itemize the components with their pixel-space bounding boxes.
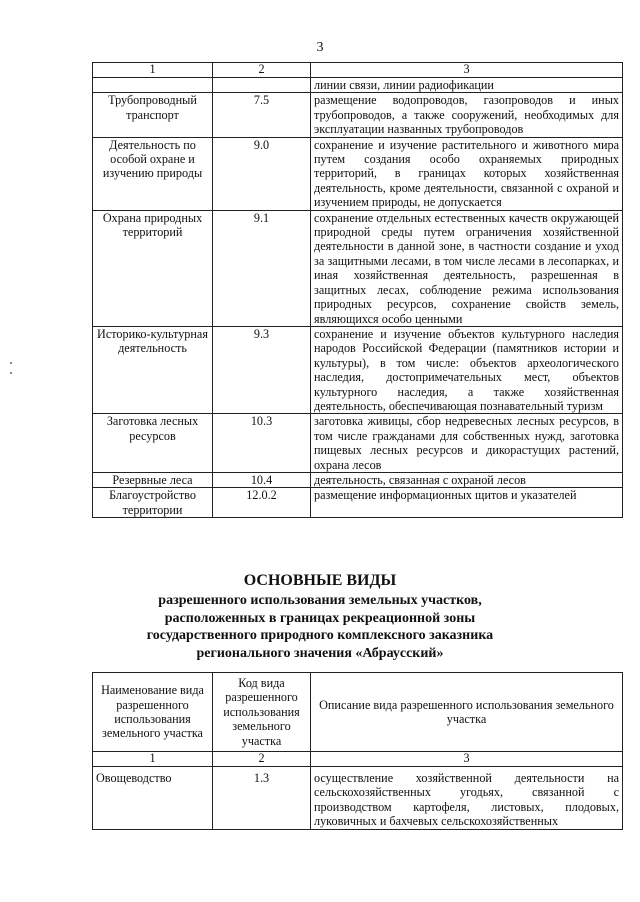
table-header-row <box>93 673 623 752</box>
table-row <box>93 767 623 830</box>
subtitle-line: регионального значения «Абрауcский» <box>196 645 444 661</box>
use-type-name: Заготовка лесных ресурсов <box>93 414 213 473</box>
use-type-description: осуществление хозяйственной деятельности на сельскохозяйственных угодьях, связанной с производством картофеля, листовых, плодовых, луковичных и бахчевых сельскохозяйственных <box>311 767 623 830</box>
column-number-2: 2 <box>213 752 311 767</box>
use-type-description: сохранение отдельных естественных качеств окружающей природной среды путем ограничения хозяйственной деятельности в данной зоне, в частности создание и уход за защитными лесами, в том числе лесами в лесопарках, и иная хозяйственная деятельность, разрешенная в защитных лесах, соблюдение режима использования природных ресурсов, сохранение свойств земель, являющихся особо ценными <box>311 210 623 326</box>
use-type-name: Деятельность по особой охране и изучению природы <box>93 137 213 210</box>
table-row <box>93 78 623 93</box>
use-type-name: Историко-культурная деятельность <box>93 326 213 413</box>
table-row <box>93 472 623 487</box>
column-header-description: Описание вида разрешенного использования земельного участка <box>311 673 623 752</box>
land-use-table-continued <box>92 62 623 518</box>
column-number-3: 3 <box>311 63 623 78</box>
column-numbers-row <box>93 752 623 767</box>
use-type-code: 9.3 <box>213 326 311 413</box>
use-type-name: Благоустройство территории <box>93 488 213 518</box>
table-row <box>93 93 623 137</box>
use-type-name: Резервные леса <box>93 472 213 487</box>
use-type-name: Овощеводство <box>93 767 213 830</box>
column-number-1: 1 <box>93 752 213 767</box>
land-use-table <box>92 672 623 830</box>
use-type-code: 10.4 <box>213 472 311 487</box>
column-header-code: Код вида разрешенного использования земельного участка <box>213 673 311 752</box>
scan-speck <box>10 372 12 374</box>
use-type-code: 12.0.2 <box>213 488 311 518</box>
section-heading: ОСНОВНЫЕ ВИДЫ <box>243 572 397 589</box>
use-type-description: размещение информационных щитов и указателей <box>311 488 623 518</box>
use-type-description: сохранение и изучение объектов культурного наследия народов Российской Федерации (памятников истории и культуры), в том числе: объектов археологического наследия, достопримечательных мест, объектов культурного наследия, а также хозяйственная деятельность, обеспечивающая познавательный туризм <box>311 326 623 413</box>
use-type-code: 9.0 <box>213 137 311 210</box>
use-type-name: Охрана природных территорий <box>93 210 213 326</box>
use-type-code: 1.3 <box>213 767 311 830</box>
page-number: 3 <box>316 40 324 55</box>
table-row <box>93 210 623 326</box>
use-type-code: 7.5 <box>213 93 311 137</box>
table-row <box>93 488 623 518</box>
table-row <box>93 137 623 210</box>
column-header-name: Наименование вида разрешенного использования земельного участка <box>93 673 213 752</box>
column-number-3: 3 <box>311 752 623 767</box>
column-number-2: 2 <box>213 63 311 78</box>
use-type-name: Трубопроводный транспорт <box>93 93 213 137</box>
use-type-code <box>213 78 311 93</box>
use-type-description: сохранение и изучение растительного и животного мира путем создания особо охраняемых природных территорий, в границах которых хозяйственная деятельность, кроме деятельности, связанной с охраной и изучением природы, не допускается <box>311 137 623 210</box>
scan-speck <box>10 362 12 364</box>
table-header-row <box>93 63 623 78</box>
subtitle-line: государственного природного комплексного заказника <box>146 628 494 643</box>
use-type-description: заготовка живицы, сбор недревесных лесных ресурсов, в том числе гражданами для собственных нужд, заготовка пищевых лесных ресурсов и дикорастущих растений, охрана лесов <box>311 414 623 473</box>
use-type-name <box>93 78 213 93</box>
use-type-description: размещение водопроводов, газопроводов и иных трубопроводов, а также сооружений, необходимых для эксплуатации названных трубопроводов <box>311 93 623 137</box>
column-number-1: 1 <box>93 63 213 78</box>
section-subtitle <box>0 592 640 662</box>
table-row <box>93 326 623 413</box>
use-type-description: деятельность, связанная с охраной лесов <box>311 472 623 487</box>
use-type-code: 9.1 <box>213 210 311 326</box>
use-type-description: линии связи, линии радиофикации <box>311 78 623 93</box>
subtitle-line: разрешенного использования земельных участков, <box>158 593 482 608</box>
use-type-code: 10.3 <box>213 414 311 473</box>
subtitle-line: расположенных в границах рекреационной зоны <box>164 610 476 626</box>
table-row <box>93 414 623 473</box>
